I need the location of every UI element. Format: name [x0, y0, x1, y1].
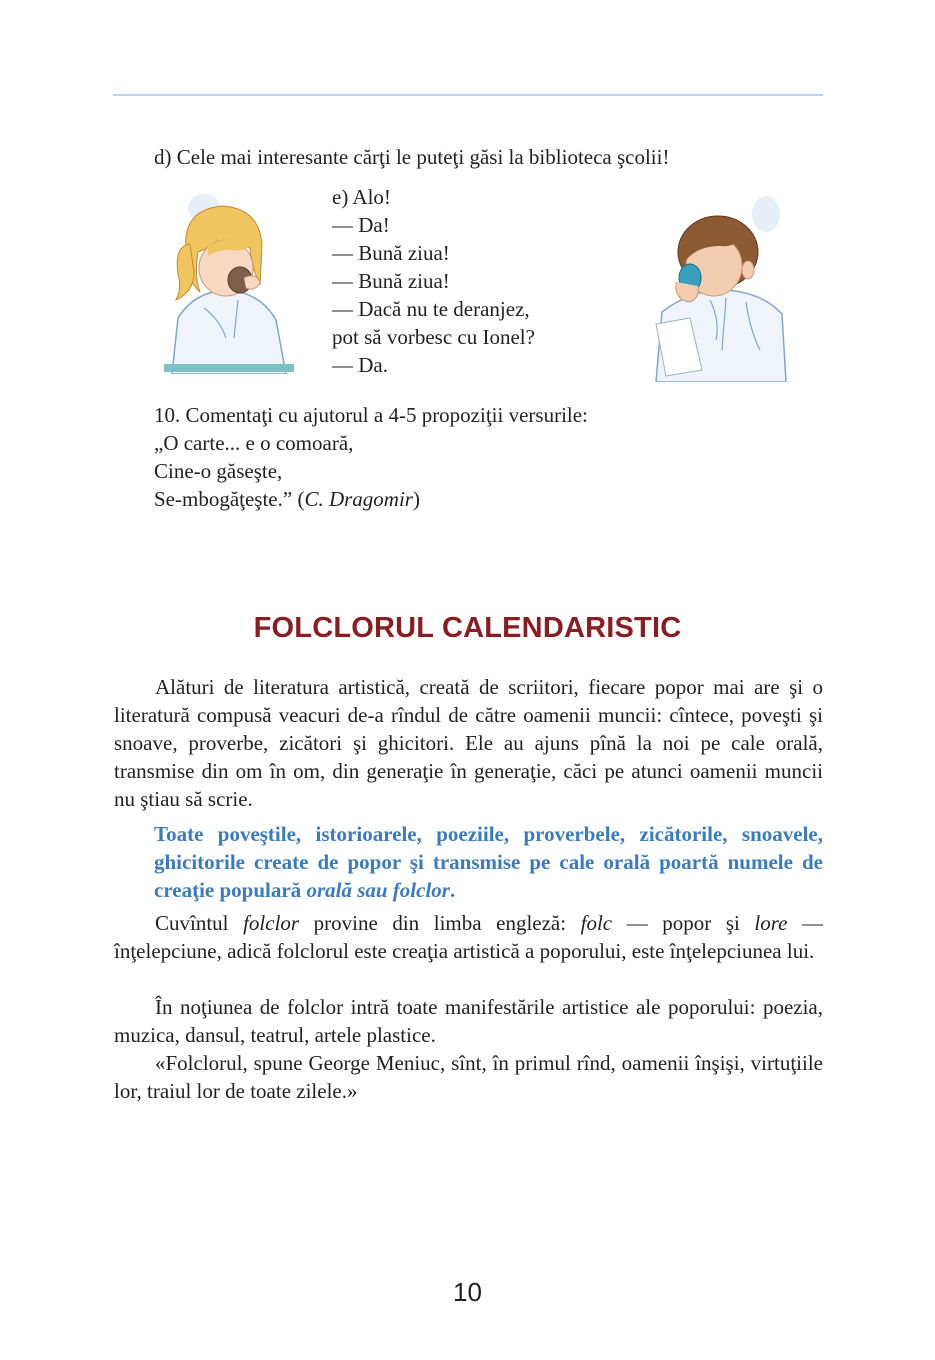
boy-on-phone-illustration: [650, 190, 790, 382]
etymology-paragraph: [114, 909, 823, 965]
page-number: 10: [453, 1277, 482, 1307]
intro-paragraph: Alături de literatura artistică, creată de scriitori, fiecare popor mai are şi o literatură compusă veacuri de-a rîndul de către oamenii muncii: cîntece, poveşti şi snoave, proverbe, zicători şi ghicitori. Ele au ajuns pînă la noi pe cale orală, transmise din om în om, din generaţie în generaţie, căci pe atunci oamenii muncii nu ştiau să scrie.: [114, 675, 823, 811]
exercise-d-text: d) Cele mai interesante cărţi le puteţi găsi la biblioteca şcolii!: [154, 145, 670, 169]
dialogue-line: e) Alo!: [332, 185, 391, 209]
dialogue-line: — Bună ziua!: [332, 269, 450, 293]
girl-on-phone-illustration: [164, 188, 294, 374]
dialogue-line: pot să vorbesc cu Ionel?: [332, 325, 535, 349]
dialogue-line: — Da.: [332, 353, 388, 377]
definition-end: .: [449, 878, 456, 902]
verse-close: ): [412, 487, 420, 511]
verse-line: „O carte... e o comoară,: [154, 431, 354, 455]
section-title: FOLCLORUL CALENDARISTIC: [253, 612, 682, 644]
exercise-10-prompt: 10. Comentaţi cu ajutorul a 4-5 propoziţii versurile:: [154, 403, 588, 427]
definition-emphasis: orală sau folclor: [306, 878, 450, 902]
verse-line: Cine-o găseşte,: [154, 459, 283, 483]
etymology-text: Cuvîntul: [155, 911, 244, 935]
definition-text: Toate poveştile, istorioarele, poeziile, proverbele, zicătorile, snoavele, ghicitorile create de popor şi transmise pe cale orală poartă numele de creaţie populară: [154, 822, 823, 902]
etymology-text: provine din limba engleză:: [299, 911, 581, 935]
verse-author: C. Dragomir: [304, 487, 413, 511]
verse-text: Se-mbogăţeşte.” (: [154, 487, 305, 511]
notion-paragraph: În noţiunea de folclor intră toate manifestările artistice ale poporului: poezia, muzica, dansul, teatrul, artele plastice.: [114, 995, 823, 1047]
etymology-folc: folc: [580, 911, 613, 935]
definition-paragraph: [154, 820, 823, 904]
verse-line-with-author: [154, 485, 588, 513]
header-rule: [113, 94, 823, 96]
dialogue-line: — Bună ziua!: [332, 241, 450, 265]
etymology-lore: lore: [754, 911, 788, 935]
etymology-text: — înţelepciune, adică folclorul este creaţia artistică a poporului, este înţelepciunea lui.: [114, 911, 824, 963]
etymology-word: folclor: [243, 911, 300, 935]
dialogue-line: — Dacă nu te deranjez,: [332, 297, 530, 321]
quote-paragraph: «Folclorul, spune George Meniuc, sînt, în primul rînd, oamenii înşişi, virtuţiile lor, traiul lor de toate zilele.»: [114, 1051, 823, 1103]
etymology-text: — popor şi: [612, 911, 755, 935]
dialogue-line: — Da!: [332, 213, 390, 237]
exercise-10: [154, 401, 588, 513]
phone-dialogue: [332, 183, 535, 379]
